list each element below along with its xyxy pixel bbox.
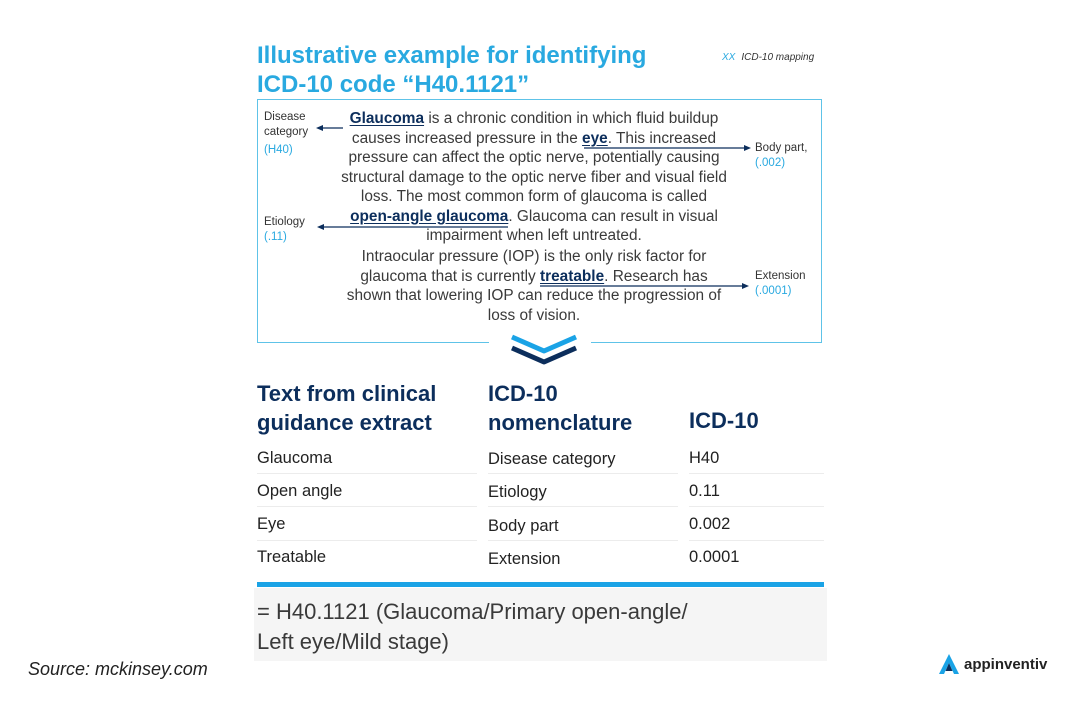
row-divider	[689, 540, 824, 541]
passage-text: . This increased	[607, 129, 717, 147]
passage-text: structural damage to the optic nerve fiber and visual field	[341, 168, 727, 186]
header-line: Text from clinical	[257, 381, 437, 406]
keyword-treatable: treatable	[539, 267, 605, 285]
keyword-glaucoma: Glaucoma	[349, 110, 425, 127]
annotation-body-part	[755, 141, 807, 171]
title-line-2: ICD-10 code “H40.1121”	[257, 71, 530, 98]
table-cell-nomenclature: Extension	[488, 550, 561, 568]
row-divider	[488, 540, 678, 541]
passage-paragraph-2	[330, 247, 738, 325]
result-code	[257, 597, 817, 657]
annotation-label: Extension	[755, 270, 806, 282]
row-divider	[689, 506, 824, 507]
passage-text: impairment when left untreated.	[426, 227, 642, 244]
table-header-nomenclature	[488, 379, 632, 437]
annotation-label: Disease	[264, 111, 306, 123]
passage-text: loss. The most common form of glaucoma is called	[360, 188, 708, 205]
passage-text: glaucoma that is currently	[360, 267, 540, 285]
passage-text: loss of vision.	[487, 306, 581, 324]
passage-text: . Glaucoma can result in visual	[508, 207, 718, 225]
passage-text: causes increased pressure in the	[351, 129, 583, 147]
annotation-code: (H40)	[264, 144, 293, 156]
brand-logo	[937, 651, 1047, 677]
table-cell-text: Glaucoma	[257, 449, 333, 467]
passage-text: is a chronic condition in which fluid buildup	[424, 110, 719, 127]
header-line: nomenclature	[488, 410, 633, 435]
table-cell-nomenclature: Body part	[488, 517, 559, 535]
annotation-etiology	[264, 215, 305, 245]
legend	[722, 52, 814, 63]
row-divider	[257, 506, 477, 507]
keyword-eye: eye	[582, 129, 608, 147]
table-cell-code: H40	[689, 449, 720, 467]
page-title	[257, 41, 687, 99]
table-cell-text: Eye	[257, 515, 286, 533]
source-citation: Source: mckinsey.com	[28, 659, 208, 679]
table-header-code: ICD-10	[689, 408, 759, 433]
passage-text: pressure can affect the optic nerve, potentially causing	[348, 149, 720, 166]
annotation-code: (.11)	[264, 231, 287, 243]
brand-name: appinventiv	[964, 655, 1048, 673]
chevron-down-icon	[508, 333, 580, 367]
row-divider	[689, 473, 824, 474]
table-cell-nomenclature: Etiology	[488, 483, 547, 501]
passage-paragraph-1	[330, 109, 738, 246]
row-divider	[257, 473, 477, 474]
annotation-label: Etiology	[264, 216, 305, 228]
table-cell-code: 0.11	[689, 482, 720, 500]
keyword-open-angle: open-angle glaucoma	[350, 207, 509, 225]
passage-text: Intraocular pressure (IOP) is the only risk factor for	[361, 248, 707, 265]
table-header-extract	[257, 379, 436, 437]
table-cell-code: 0.0001	[689, 548, 740, 566]
legend-marker: XX	[722, 52, 736, 63]
annotation-label: category	[264, 126, 309, 138]
annotation-disease-category	[264, 110, 308, 158]
row-divider	[488, 506, 678, 507]
header-line: guidance extract	[257, 410, 432, 435]
title-line-1: Illustrative example for identifying	[257, 42, 647, 69]
legend-label: ICD-10 mapping	[741, 52, 815, 63]
result-line: = H40.1121 (Glaucoma/Primary open-angle/	[257, 599, 688, 624]
accent-bar	[257, 582, 824, 587]
annotation-extension	[755, 269, 806, 299]
annotation-code: (.002)	[755, 157, 786, 169]
table-cell-text: Treatable	[257, 548, 327, 566]
header-line: ICD-10	[488, 381, 558, 406]
annotation-code: (.0001)	[755, 285, 792, 297]
annotation-label: Body part,	[755, 142, 808, 154]
table-cell-nomenclature: Disease category	[488, 450, 616, 468]
passage-text: . Research has	[604, 267, 708, 285]
passage-text: shown that lowering IOP can reduce the progression of	[346, 287, 722, 304]
row-divider	[257, 540, 477, 541]
row-divider	[488, 473, 678, 474]
logo-icon	[937, 652, 961, 676]
table-cell-code: 0.002	[689, 515, 731, 533]
table-cell-text: Open angle	[257, 482, 343, 500]
result-line: Left eye/Mild stage)	[257, 629, 449, 654]
